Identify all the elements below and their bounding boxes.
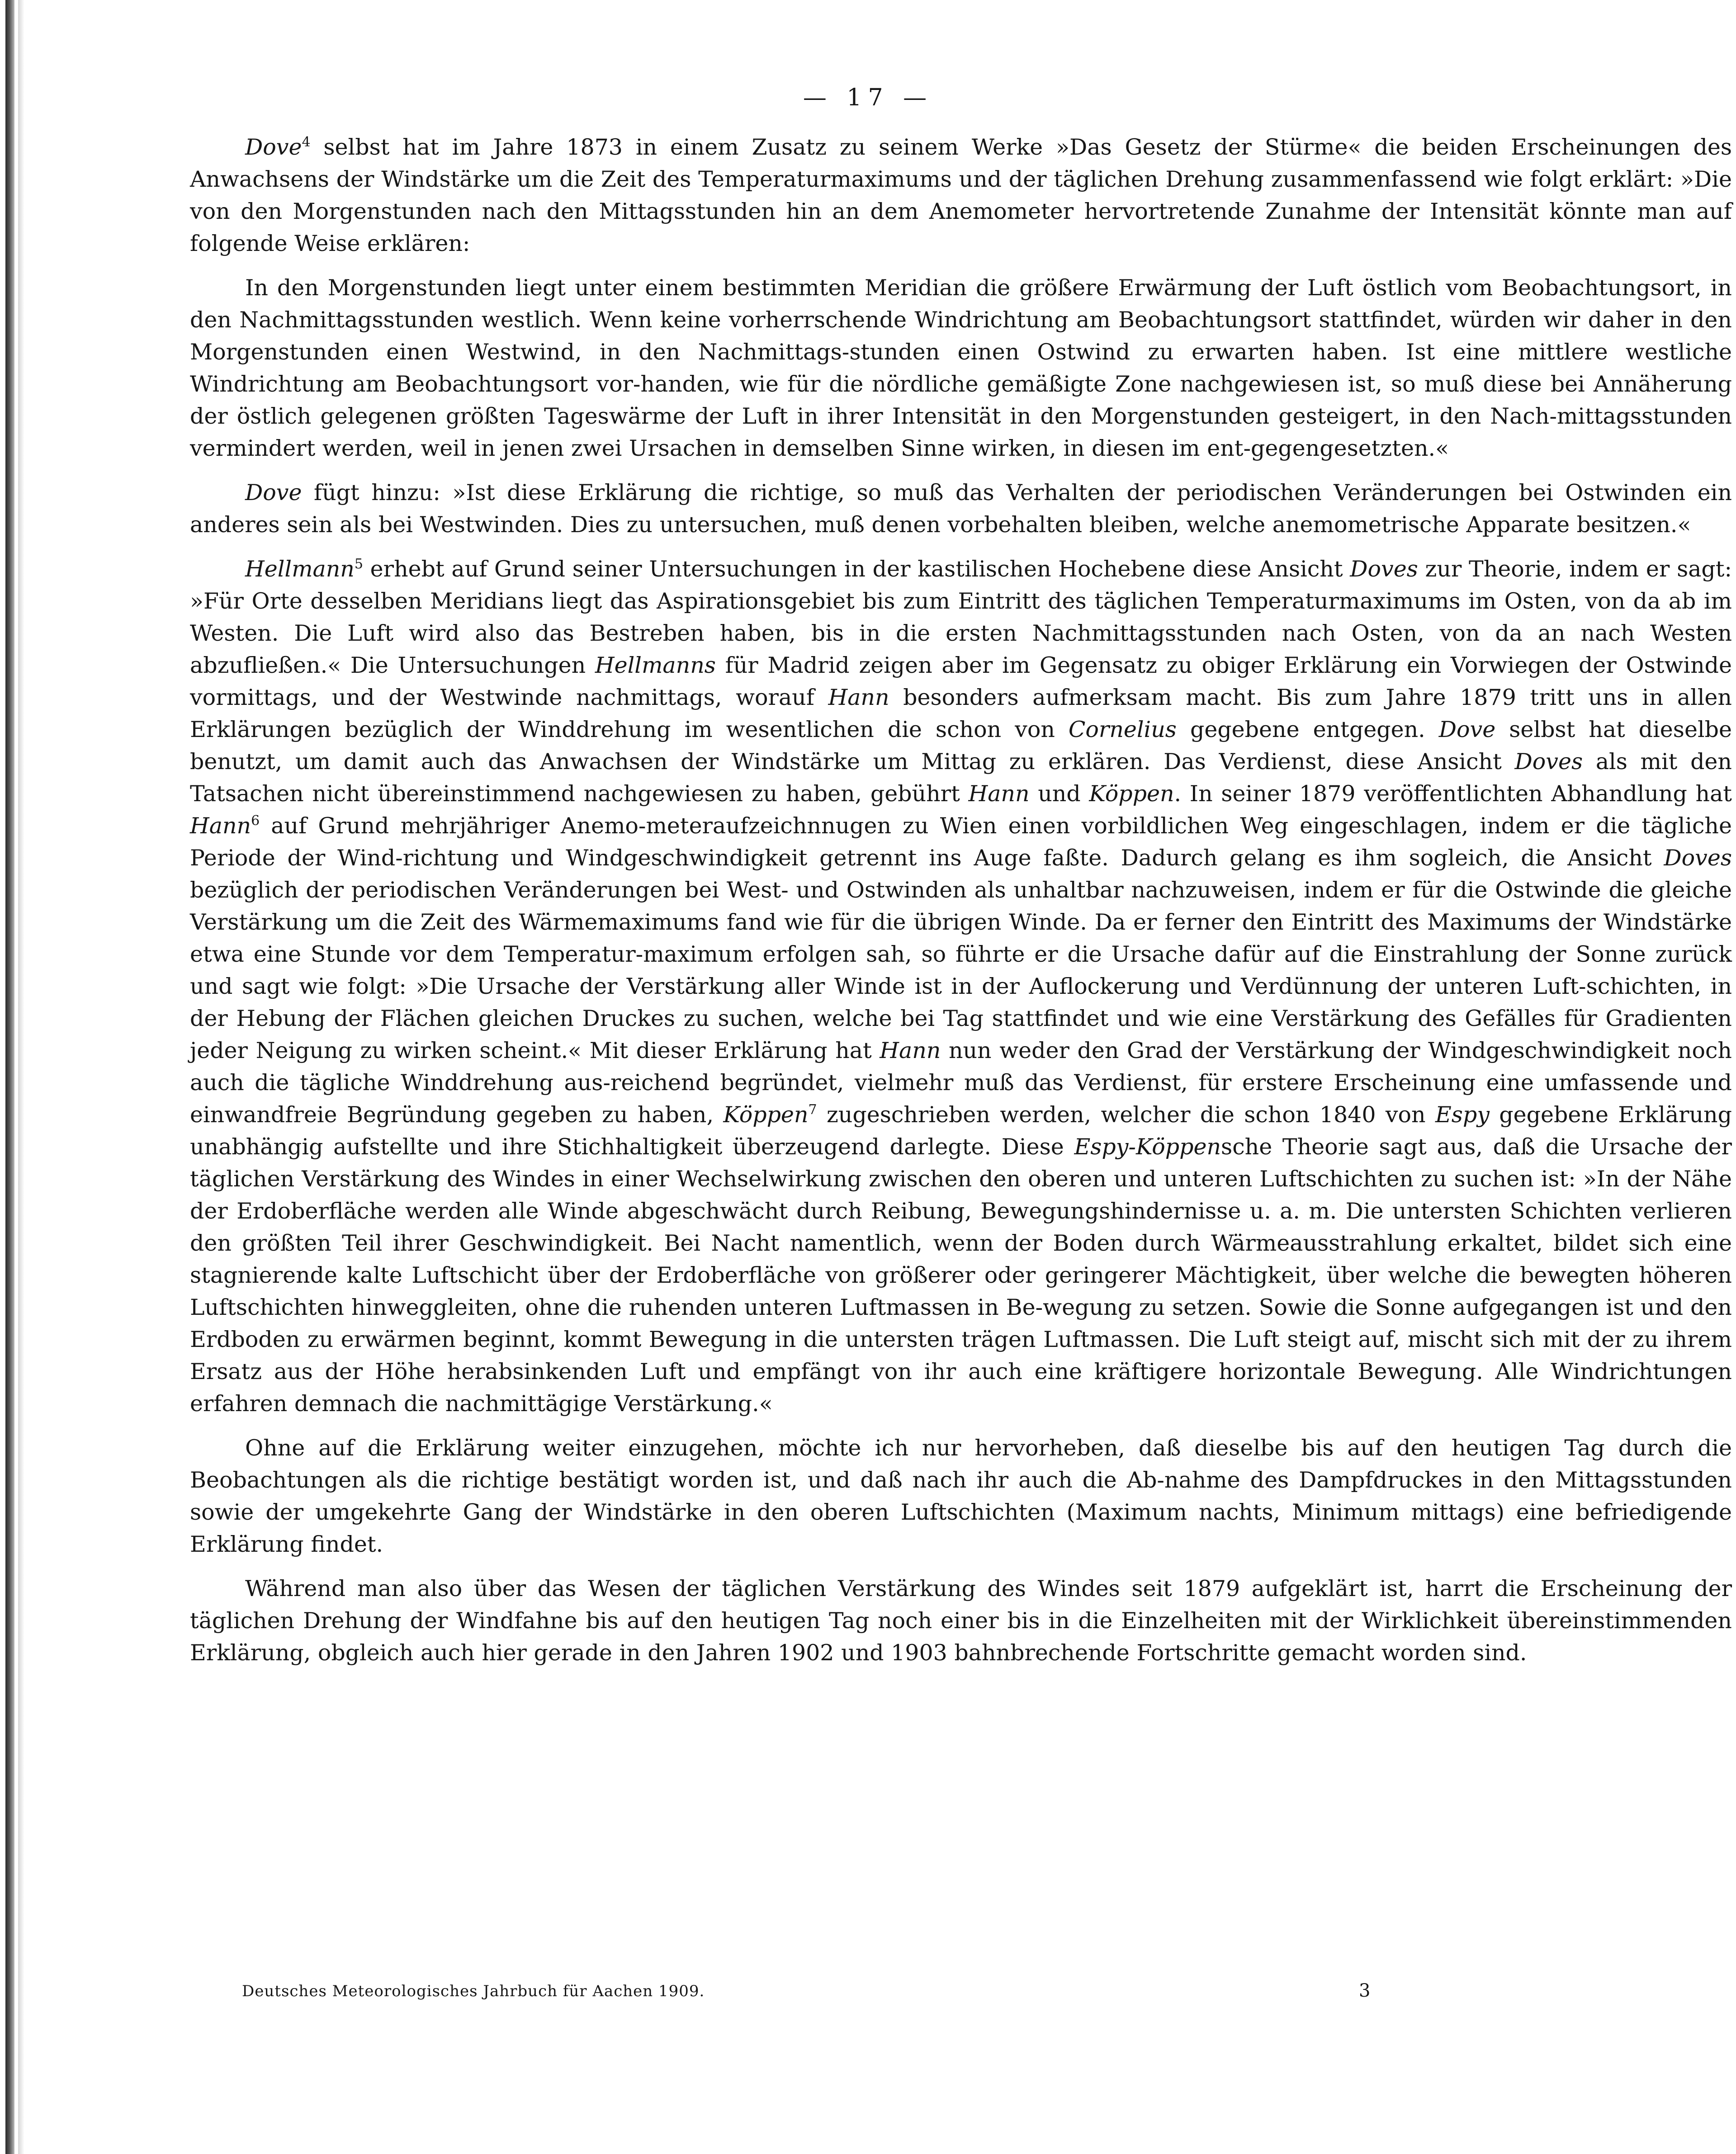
text-run: . In seiner 1879 veröffentlichten Abhandlung hat bbox=[1174, 781, 1732, 807]
footnote-ref: 7 bbox=[808, 1102, 817, 1118]
text-run: gegebene entgegen. bbox=[1176, 717, 1439, 742]
text-run: Ohne auf die Erklärung weiter einzugehen, möchte ich nur hervorheben, daß dieselbe bis auf den heutigen Tag durch die Beobachtungen als die richtige bestätigt worden ist, und daß nach ihr auch die Ab-nahme des Dampfdruckes in den Mittagsstunden sowie der umgekehrte Gang der Windstärke in den oberen Luftschichten (Maximum nachts, Minimum mittags) eine befriedigende Erklärung findet. bbox=[190, 1435, 1732, 1557]
page-number: — 17 — bbox=[803, 84, 933, 111]
italic-name: Köppen bbox=[723, 1102, 809, 1128]
text-run: nun weder den Grad der Verstärkung der Windgeschwindigkeit noch auch die tägliche Winddrehung aus-reichend begründet, vielmehr muß das Verdienst, für erstere Erscheinung eine umfassende und einwandfreie Begründung gegeben zu haben, bbox=[190, 1038, 1732, 1128]
italic-name: Köppen bbox=[1089, 781, 1174, 807]
italic-name: Dove bbox=[245, 134, 302, 160]
text-run: als mit den Tatsachen nicht übereinstimmend nachgewiesen zu haben, gebührt bbox=[190, 749, 1732, 807]
paragraph bbox=[190, 553, 1732, 1420]
text-run: erhebt auf Grund seiner Untersuchungen in der kastilischen Hochebene diese Ansicht bbox=[363, 556, 1350, 582]
paragraph bbox=[190, 477, 1732, 541]
text-run: für Madrid zeigen aber im Gegensatz zu obiger Erklärung ein Vorwiegen der Ostwinde vormittags, und der Westwinde nachmittags, worauf bbox=[190, 652, 1732, 710]
page-binding-shadow bbox=[18, 0, 24, 2154]
text-run: und bbox=[1029, 781, 1089, 807]
footnote-ref: 4 bbox=[302, 134, 311, 150]
text-run: zur Theorie, indem er sagt: »Für Orte desselben Meridians liegt das Aspirationsgebiet bis zum Eintritt des täglichen Temperaturmaximums im Osten, von da ab im Westen. Die Luft wird also das Bestreben haben, bis in die ersten Nachmittagsstunden nach Osten, von da an nach Westen abzufließen.« Die Untersuchungen bbox=[190, 556, 1732, 678]
italic-name: Dove bbox=[245, 480, 302, 505]
italic-name: Hann bbox=[968, 781, 1030, 807]
footer-title: Deutsches Meteorologisches Jahrbuch für Aachen 1909. bbox=[242, 1982, 705, 2000]
text-run: besonders aufmerksam macht. Bis zum Jahre 1879 tritt uns in allen Erklärungen bezüglich der Winddrehung im wesentlichen die schon von bbox=[190, 685, 1732, 742]
italic-name: Hellmann bbox=[245, 556, 355, 582]
text-run: selbst hat dieselbe benutzt, um damit auch das Anwachsen der Windstärke um Mittag zu erklären. Das Verdienst, diese Ansicht bbox=[190, 717, 1732, 775]
italic-name: Dove bbox=[1438, 717, 1496, 742]
text-run: In den Morgenstunden liegt unter einem bestimmten Meridian die größere Erwärmung der Luft östlich vom Beobachtungsort, in den Nachmittagsstunden westlich. Wenn keine vorherrschende Windrichtung am Beobachtungsort stattfindet, würden wir daher in den Morgenstunden einen Westwind, in den Nachmittags-stunden einen Ostwind zu erwarten haben. Ist eine mittlere westliche Windrichtung am Beobachtungsort vor-handen, wie für die nördliche gemäßigte Zone nachgewiesen ist, so muß diese bei Annäherung der östlich gelegenen größten Tageswärme der Luft in ihrer Intensität in den Morgenstunden gesteigert, in den Nach-mittagsstunden vermindert werden, weil in jenen zwei Ursachen in demselben Sinne wirken, in diesen im ent-gegengesetzten.« bbox=[190, 275, 1732, 461]
text-run: Während man also über das Wesen der täglichen Verstärkung des Windes seit 1879 aufgeklärt ist, harrt die Erscheinung der täglichen Drehung der Windfahne bis auf den heutigen Tag noch einer bis in die Einzelheiten mit der Wirklichkeit übereinstimmenden Erklärung, obgleich auch hier gerade in den Jahren 1902 und 1903 bahnbrechende Fortschritte gemacht worden sind. bbox=[190, 1576, 1732, 1666]
text-run: selbst hat im Jahre 1873 in einem Zusatz zu seinem Werke »Das Gesetz der Stürme« die beiden Erscheinungen des Anwachsens der Windstärke um die Zeit des Temperaturmaximums und der täglichen Drehung zusammenfassend wie folgt erklärt: »Die von den Morgenstunden nach den Mittagsstunden hin an dem Anemometer hervortretende Zunahme der Intensität könnte man auf folgende Weise erklären: bbox=[190, 134, 1732, 256]
paragraph bbox=[190, 272, 1732, 464]
signature-mark: 3 bbox=[1359, 1980, 1371, 2001]
italic-name: Hann bbox=[828, 685, 889, 710]
italic-name: Hellmanns bbox=[595, 652, 716, 678]
italic-name: Hann bbox=[190, 813, 251, 839]
paragraph bbox=[190, 1573, 1732, 1669]
text-run: auf Grund mehrjähriger Anemo-meteraufzeichnnugen zu Wien einen vorbildlichen Weg eingeschlagen, indem er die tägliche Periode der Wind-richtung und Windgeschwindigkeit getrennt ins Auge faßte. Dadurch gelang es ihm sogleich, die Ansicht bbox=[190, 813, 1732, 871]
text-run: bezüglich der periodischen Veränderungen bei West- und Ostwinden als unhaltbar nachzuweisen, indem er für die Ostwinde die gleiche Verstärkung um die Zeit des Wärmemaximums fand wie für die übrigen Winde. Da er ferner den Eintritt des Maximums der Windstärke etwa eine Stunde vor dem Temperatur-maximum erfolgen sah, so führte er die Ursache dafür auf die Einstrahlung der Sonne zurück und sagt wie folgt: »Die Ursache der Verstärkung aller Winde ist in der Auflockerung und Verdünnung der unteren Luft-schichten, in der Hebung der Flächen gleichen Druckes zu suchen, welche bei Tag stattfindet und wie eine Verstärkung des Gefälles für Gradienten jeder Neigung zu wirken scheint.« Mit dieser Erklärung hat bbox=[190, 877, 1732, 1063]
text-run: fügt hinzu: »Ist diese Erklärung die richtige, so muß das Verhalten der periodischen Veränderungen bei Ostwinden ein anderes sein als bei Westwinden. Dies zu untersuchen, muß denen vorbehalten bleiben, welche anemometrische Apparate besitzen.« bbox=[190, 480, 1732, 538]
italic-name: Cornelius bbox=[1068, 717, 1177, 742]
text-run: gegebene Erklärung unabhängig aufstellte und ihre Stichhaltigkeit überzeugend darlegte. Diese bbox=[190, 1102, 1732, 1160]
text-run: sche Theorie sagt aus, daß die Ursache der täglichen Verstärkung des Windes in einer Wechselwirkung zwischen den oberen und unteren Luftschichten zu suchen ist: »In der Nähe der Erdoberfläche werden alle Winde abgeschwächt durch Reibung, Bewegungshindernisse u. a. m. Die untersten Schichten verlieren den größten Teil ihrer Geschwindigkeit. Bei Nacht namentlich, wenn der Boden durch Wärmeausstrahlung erkaltet, bildet sich eine stagnierende kalte Luftschicht über der Erdoberfläche von größerer oder geringerer Mächtigkeit, über welche die bewegten höheren Luftschichten hinweggleiten, ohne die ruhenden unteren Luftmassen in Be-wegung zu setzen. Sowie die Sonne aufgegangen ist und den Erdboden zu erwärmen beginnt, kommt Bewegung in die untersten trägen Luftmassen. Die Luft steigt auf, mischt sich mit der zu ihrem Ersatz aus der Höhe herabsinkenden Luft und empfängt von ihr auch eine kräftigere horizontale Bewegung. Alle Windrichtungen erfahren demnach die nachmittägige Verstärkung.« bbox=[190, 1134, 1732, 1417]
text-run: zugeschrieben werden, welcher die schon 1840 von bbox=[817, 1102, 1435, 1128]
italic-name: Doves bbox=[1350, 556, 1418, 582]
italic-name: Doves bbox=[1514, 749, 1583, 775]
footnote-ref: 6 bbox=[251, 813, 260, 829]
paragraph bbox=[190, 1432, 1732, 1560]
footnote-ref: 5 bbox=[354, 556, 363, 572]
page-binding-edge bbox=[5, 0, 14, 2154]
italic-name: Hann bbox=[880, 1038, 941, 1063]
body-text bbox=[190, 131, 1732, 1681]
italic-name: Doves bbox=[1664, 845, 1732, 871]
italic-name: Espy bbox=[1435, 1102, 1490, 1128]
italic-name: Espy-Köppen bbox=[1074, 1134, 1221, 1160]
paragraph bbox=[190, 131, 1732, 260]
